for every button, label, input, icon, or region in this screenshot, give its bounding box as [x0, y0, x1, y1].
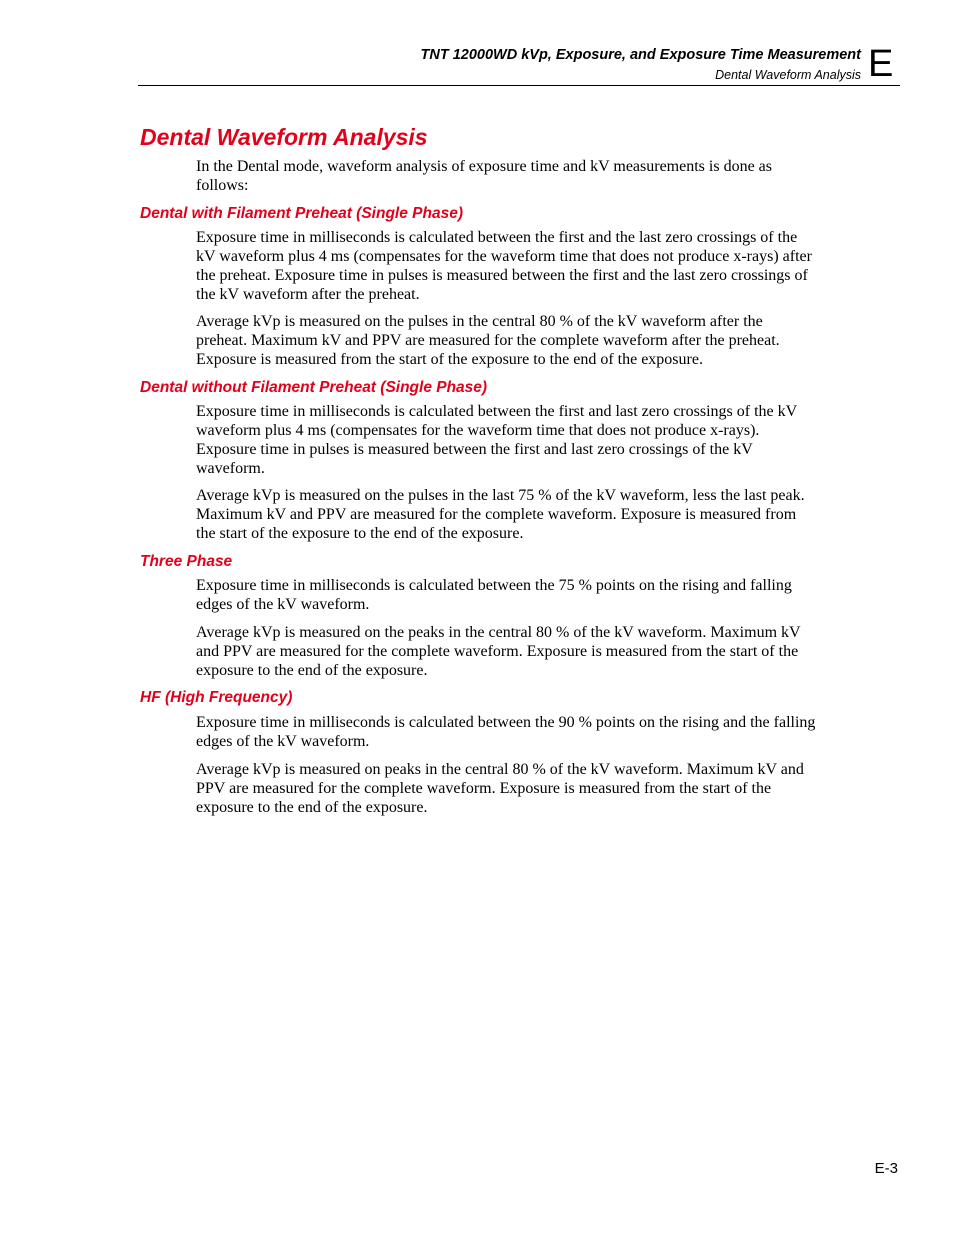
paragraph: Exposure time in milliseconds is calculated between the first and last zero crossings of the kV waveform plus 4 ms (compensates for the waveform time that does not produce x-rays). Exposure time in pulses is measured between the first and last zero crossings of the kV waveform. [196, 403, 797, 477]
subsection-heading-dental-without-preheat: Dental without Filament Preheat (Single Phase) [140, 379, 488, 396]
paragraph: Average kVp is measured on the pulses in the central 80 % of the kV waveform after the preheat. Maximum kV and PPV are measured for the complete waveform after the preheat. Exposure is measured from the start of the exposure to the end of the exposure. [196, 313, 780, 368]
subsection-heading-hf: HF (High Frequency) [140, 689, 293, 706]
paragraph: Average kVp is measured on the pulses in the last 75 % of the kV waveform, less the last peak. Maximum kV and PPV are measured for the complete waveform. Exposure is measured from the start of the exposure to the end of the exposure. [196, 487, 805, 542]
paragraph: Exposure time in milliseconds is calculated between the first and the last zero crossings of the kV waveform plus 4 ms (compensates for the waveform time that does not produce x-rays) after the preheat. Exposure time in pulses is measured between the first and the last zero crossings of the kV waveform after the preheat. [196, 229, 812, 303]
chapter-letter: E [868, 43, 894, 85]
paragraph: Average kVp is measured on the peaks in the central 80 % of the kV waveform. Maximum kV and PPV are measured for the complete waveform. Exposure is measured from the start of the exposure to the end of the exposure. [196, 624, 801, 679]
paragraph: Exposure time in milliseconds is calculated between the 90 % points on the rising and the falling edges of the kV waveform. [196, 714, 816, 750]
section-title: Dental Waveform Analysis [140, 124, 428, 150]
subsection-heading-three-phase: Three Phase [140, 553, 233, 570]
paragraph: Average kVp is measured on peaks in the central 80 % of the kV waveform. Maximum kV and PPV are measured for the complete waveform. Exposure is measured from the start of the exposure to the end of the exposure. [196, 761, 804, 816]
header-divider [138, 85, 900, 86]
running-header-subtitle: Dental Waveform Analysis [715, 68, 861, 82]
running-header-title: TNT 12000WD kVp, Exposure, and Exposure Time Measurement [420, 47, 861, 63]
page-number: E-3 [874, 1160, 898, 1177]
paragraph: Exposure time in milliseconds is calculated between the 75 % points on the rising and falling edges of the kV waveform. [196, 577, 792, 613]
section-intro-paragraph: In the Dental mode, waveform analysis of exposure time and kV measurements is done as follows: [196, 158, 772, 194]
subsection-heading-dental-with-preheat: Dental with Filament Preheat (Single Phase) [140, 205, 463, 222]
